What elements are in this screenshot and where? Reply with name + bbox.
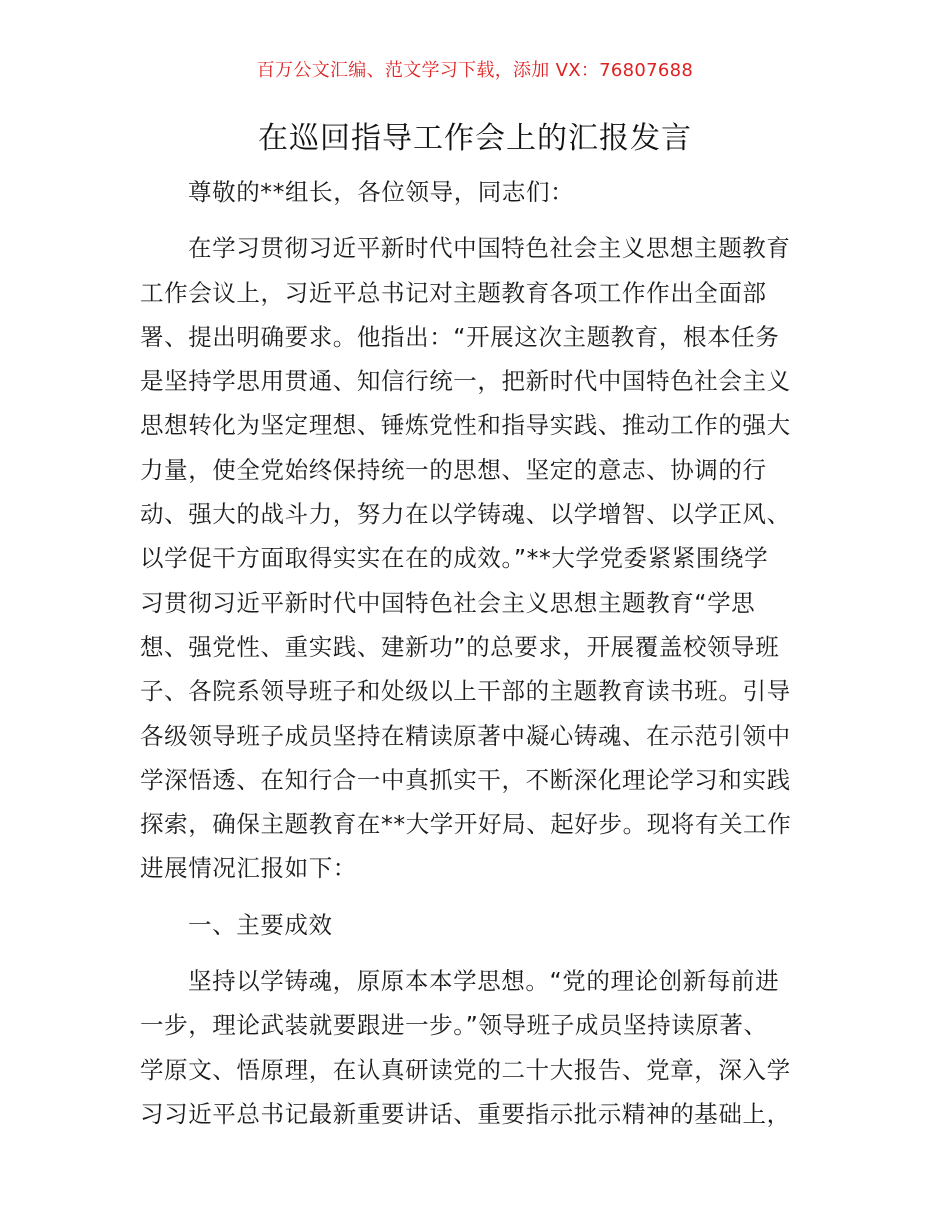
section-heading: 一、主要成效 (188, 910, 333, 939)
paragraph-line: 习贯彻习近平新时代中国特色社会主义思想主题教育“学思 (140, 588, 756, 617)
paragraph-line: 探索，确保主题教育在**大学开好局、起好步。现将有关工作 (140, 810, 792, 839)
paragraph-line: 一步，理论武装就要跟进一步。”领导班子成员坚持读原著、 (140, 1011, 768, 1040)
paragraph-line: 进展情况汇报如下： (140, 854, 357, 883)
salutation: 尊敬的**组长，各位领导，同志们： (188, 178, 575, 206)
paragraph-line: 学原文、悟原理，在认真研读党的二十大报告、党章，深入学 (140, 1055, 791, 1084)
paragraph-line: 署、提出明确要求。他指出：“开展这次主题教育，根本任务 (140, 322, 780, 351)
paragraph-line: 以学促干方面取得实实在在的成效。”**大学党委紧紧围绕学 (140, 544, 769, 573)
paragraph-line: 是坚持学思用贯通、知信行统一，把新时代中国特色社会主义 (140, 367, 791, 396)
paragraph-line: 子、各院系领导班子和处级以上干部的主题教育读书班。引导 (140, 677, 791, 706)
paragraph-line: 工作会议上，习近平总书记对主题教育各项工作作出全面部 (140, 278, 767, 307)
paragraph-intro (140, 226, 812, 890)
paragraph-line: 各级领导班子成员坚持在精读原著中凝心铸魂、在示范引领中 (140, 721, 791, 750)
paragraph-line: 学深悟透、在知行合一中真抓实干，不断深化理论学习和实践 (140, 765, 791, 794)
document-body (140, 170, 812, 1136)
paragraph-line: 动、强大的战斗力，努力在以学铸魂、以学增智、以学正风、 (140, 500, 791, 529)
paragraph-line: 习习近平总书记最新重要讲话、重要指示批示精神的基础上， (140, 1099, 791, 1128)
paragraph-line: 思想转化为坚定理想、锤炼党性和指导实践、推动工作的强大 (140, 411, 791, 440)
document-title: 在巡回指导工作会上的汇报发言 (258, 121, 692, 156)
paragraph-line: 力量，使全党始终保持统一的思想、坚定的意志、协调的行 (140, 455, 767, 484)
watermark-banner: 百万公文汇编、范文学习下载，添加 VX：76807688 (256, 60, 694, 81)
paragraph-achievements (140, 959, 812, 1136)
paragraph-line: 在学习贯彻习近平新时代中国特色社会主义思想主题教育 (188, 234, 791, 263)
paragraph-line: 坚持以学铸魂，原原本本学思想。“党的理论创新每前进 (188, 967, 780, 996)
paragraph-line: 想、强党性、重实践、建新功”的总要求，开展覆盖校领导班 (140, 632, 780, 661)
